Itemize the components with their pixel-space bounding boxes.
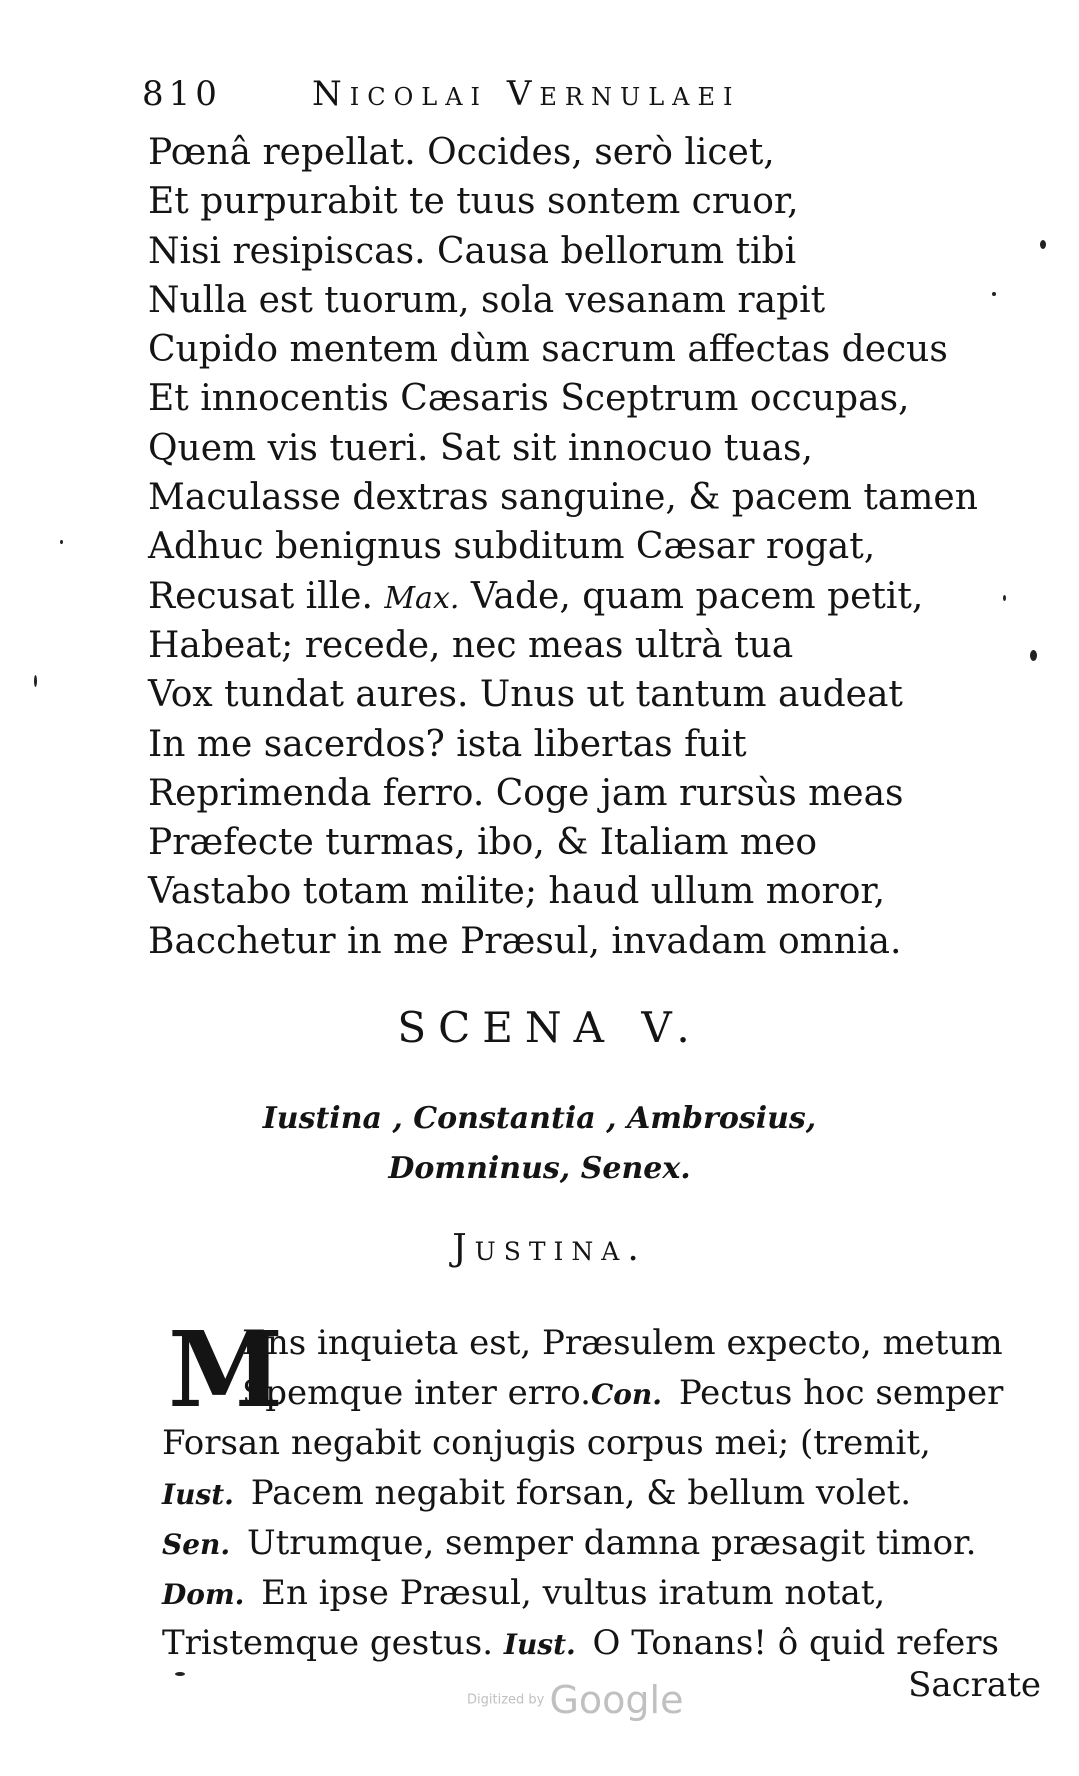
ink-speck xyxy=(1040,240,1046,249)
persons-line: Iustina , Constantia , Ambrosius, xyxy=(262,1101,817,1136)
verse-line: Adhuc benignus subditum Cæsar rogat, xyxy=(148,526,876,568)
verse-line: Nulla est tuorum, sola vesanam rapit xyxy=(148,279,826,321)
verse-line: Maculasse dextras sanguine, & pacem tamen xyxy=(148,477,978,519)
dialogue-text: O Tonans! ô quid refers xyxy=(581,1623,999,1663)
ink-speck xyxy=(60,540,63,544)
catchword: Sacrate xyxy=(908,1665,1041,1705)
dialogue-text: Utrumque, semper damna præsagit timor. xyxy=(236,1523,977,1563)
dialogue-line xyxy=(162,1518,1042,1568)
speaker-label: Max. xyxy=(384,580,460,616)
running-head: Nicolai Vernulaei xyxy=(312,74,741,114)
verse-line: Reprimenda ferro. Coge jam rursùs meas xyxy=(148,772,904,814)
watermark-prefix: Digitized by xyxy=(467,1692,545,1708)
speaker-label: Dom. xyxy=(162,1578,245,1611)
dramatis-personae xyxy=(0,1094,1079,1194)
dialogue-line xyxy=(162,1468,1042,1518)
verse-line: Quem vis tueri. Sat sit innocuo tuas, xyxy=(148,427,813,469)
ink-speck xyxy=(1030,650,1037,661)
speaker-label: Sen. xyxy=(162,1528,231,1561)
dialogue-text: En ipse Præsul, vultus iratum notat, xyxy=(250,1573,886,1613)
dialogue-block xyxy=(162,1308,1042,1668)
page-header xyxy=(142,74,922,124)
verse-line: Pœnâ repellat. Occides, serò licet, xyxy=(148,132,775,173)
drop-cap: M xyxy=(168,1308,284,1431)
scene-title: SCENA V. xyxy=(397,1003,702,1052)
page-number: 810 xyxy=(142,74,222,114)
dialogue-line: Forsan negabit conjugis corpus mei; (tremit, xyxy=(162,1423,931,1463)
dialogue-line xyxy=(162,1568,1042,1618)
verse-line: Et innocentis Cæsaris Sceptrum occupas, xyxy=(148,378,910,420)
verse-line: Bacchetur in me Præsul, invadam omnia. xyxy=(148,920,902,962)
dialogue-text: Tristemque gestus. xyxy=(162,1623,494,1663)
verse-line: Vastabo totam milite; haud ullum moror, xyxy=(148,871,886,913)
verse-text: Vade, quam pacem petit, xyxy=(459,575,924,617)
ink-speck xyxy=(992,292,996,296)
verse-line: Nisi resipiscas. Causa bellorum tibi xyxy=(148,230,797,272)
verse-text: Recusat ille. xyxy=(148,575,385,617)
verse-line xyxy=(148,572,968,621)
dialogue-text: Spemque inter erro. xyxy=(242,1373,591,1413)
ink-speck xyxy=(1003,595,1006,601)
dialogue-text: Pacem negabit forsan, & bellum volet. xyxy=(239,1473,912,1513)
digitization-watermark xyxy=(467,1678,683,1722)
dialogue-line xyxy=(162,1368,1042,1418)
speaker-label: Iust. xyxy=(162,1478,234,1511)
speaker-label: Iust. xyxy=(503,1628,576,1661)
verse-line: Habeat; recede, nec meas ultrà tua xyxy=(148,624,794,666)
verse-line: In me sacerdos? ista libertas fuit xyxy=(148,723,747,765)
dialogue-line xyxy=(162,1618,1042,1668)
dialogue-text: Pectus hoc semper xyxy=(668,1373,1004,1413)
verse-line: Et purpurabit te tuus sontem cruor, xyxy=(148,181,799,223)
speaker-label: Con. xyxy=(590,1378,663,1411)
speaker-heading: Justina. xyxy=(452,1228,647,1269)
google-logo: Google xyxy=(549,1678,684,1722)
persons-line: Domninus, Senex. xyxy=(388,1151,691,1186)
verse-line: Præfecte turmas, ibo, & Italiam meo xyxy=(148,822,818,864)
verse-line: Cupido mentem dùm sacrum affectas decus xyxy=(148,329,948,371)
verse-line: Vox tundat aures. Unus ut tantum audeat xyxy=(148,674,903,716)
ink-speck xyxy=(175,1672,185,1676)
ink-speck xyxy=(34,675,37,687)
verse-block xyxy=(148,128,978,966)
dialogue-line: Ens inquieta est, Præsulem expecto, metum xyxy=(242,1323,1003,1363)
